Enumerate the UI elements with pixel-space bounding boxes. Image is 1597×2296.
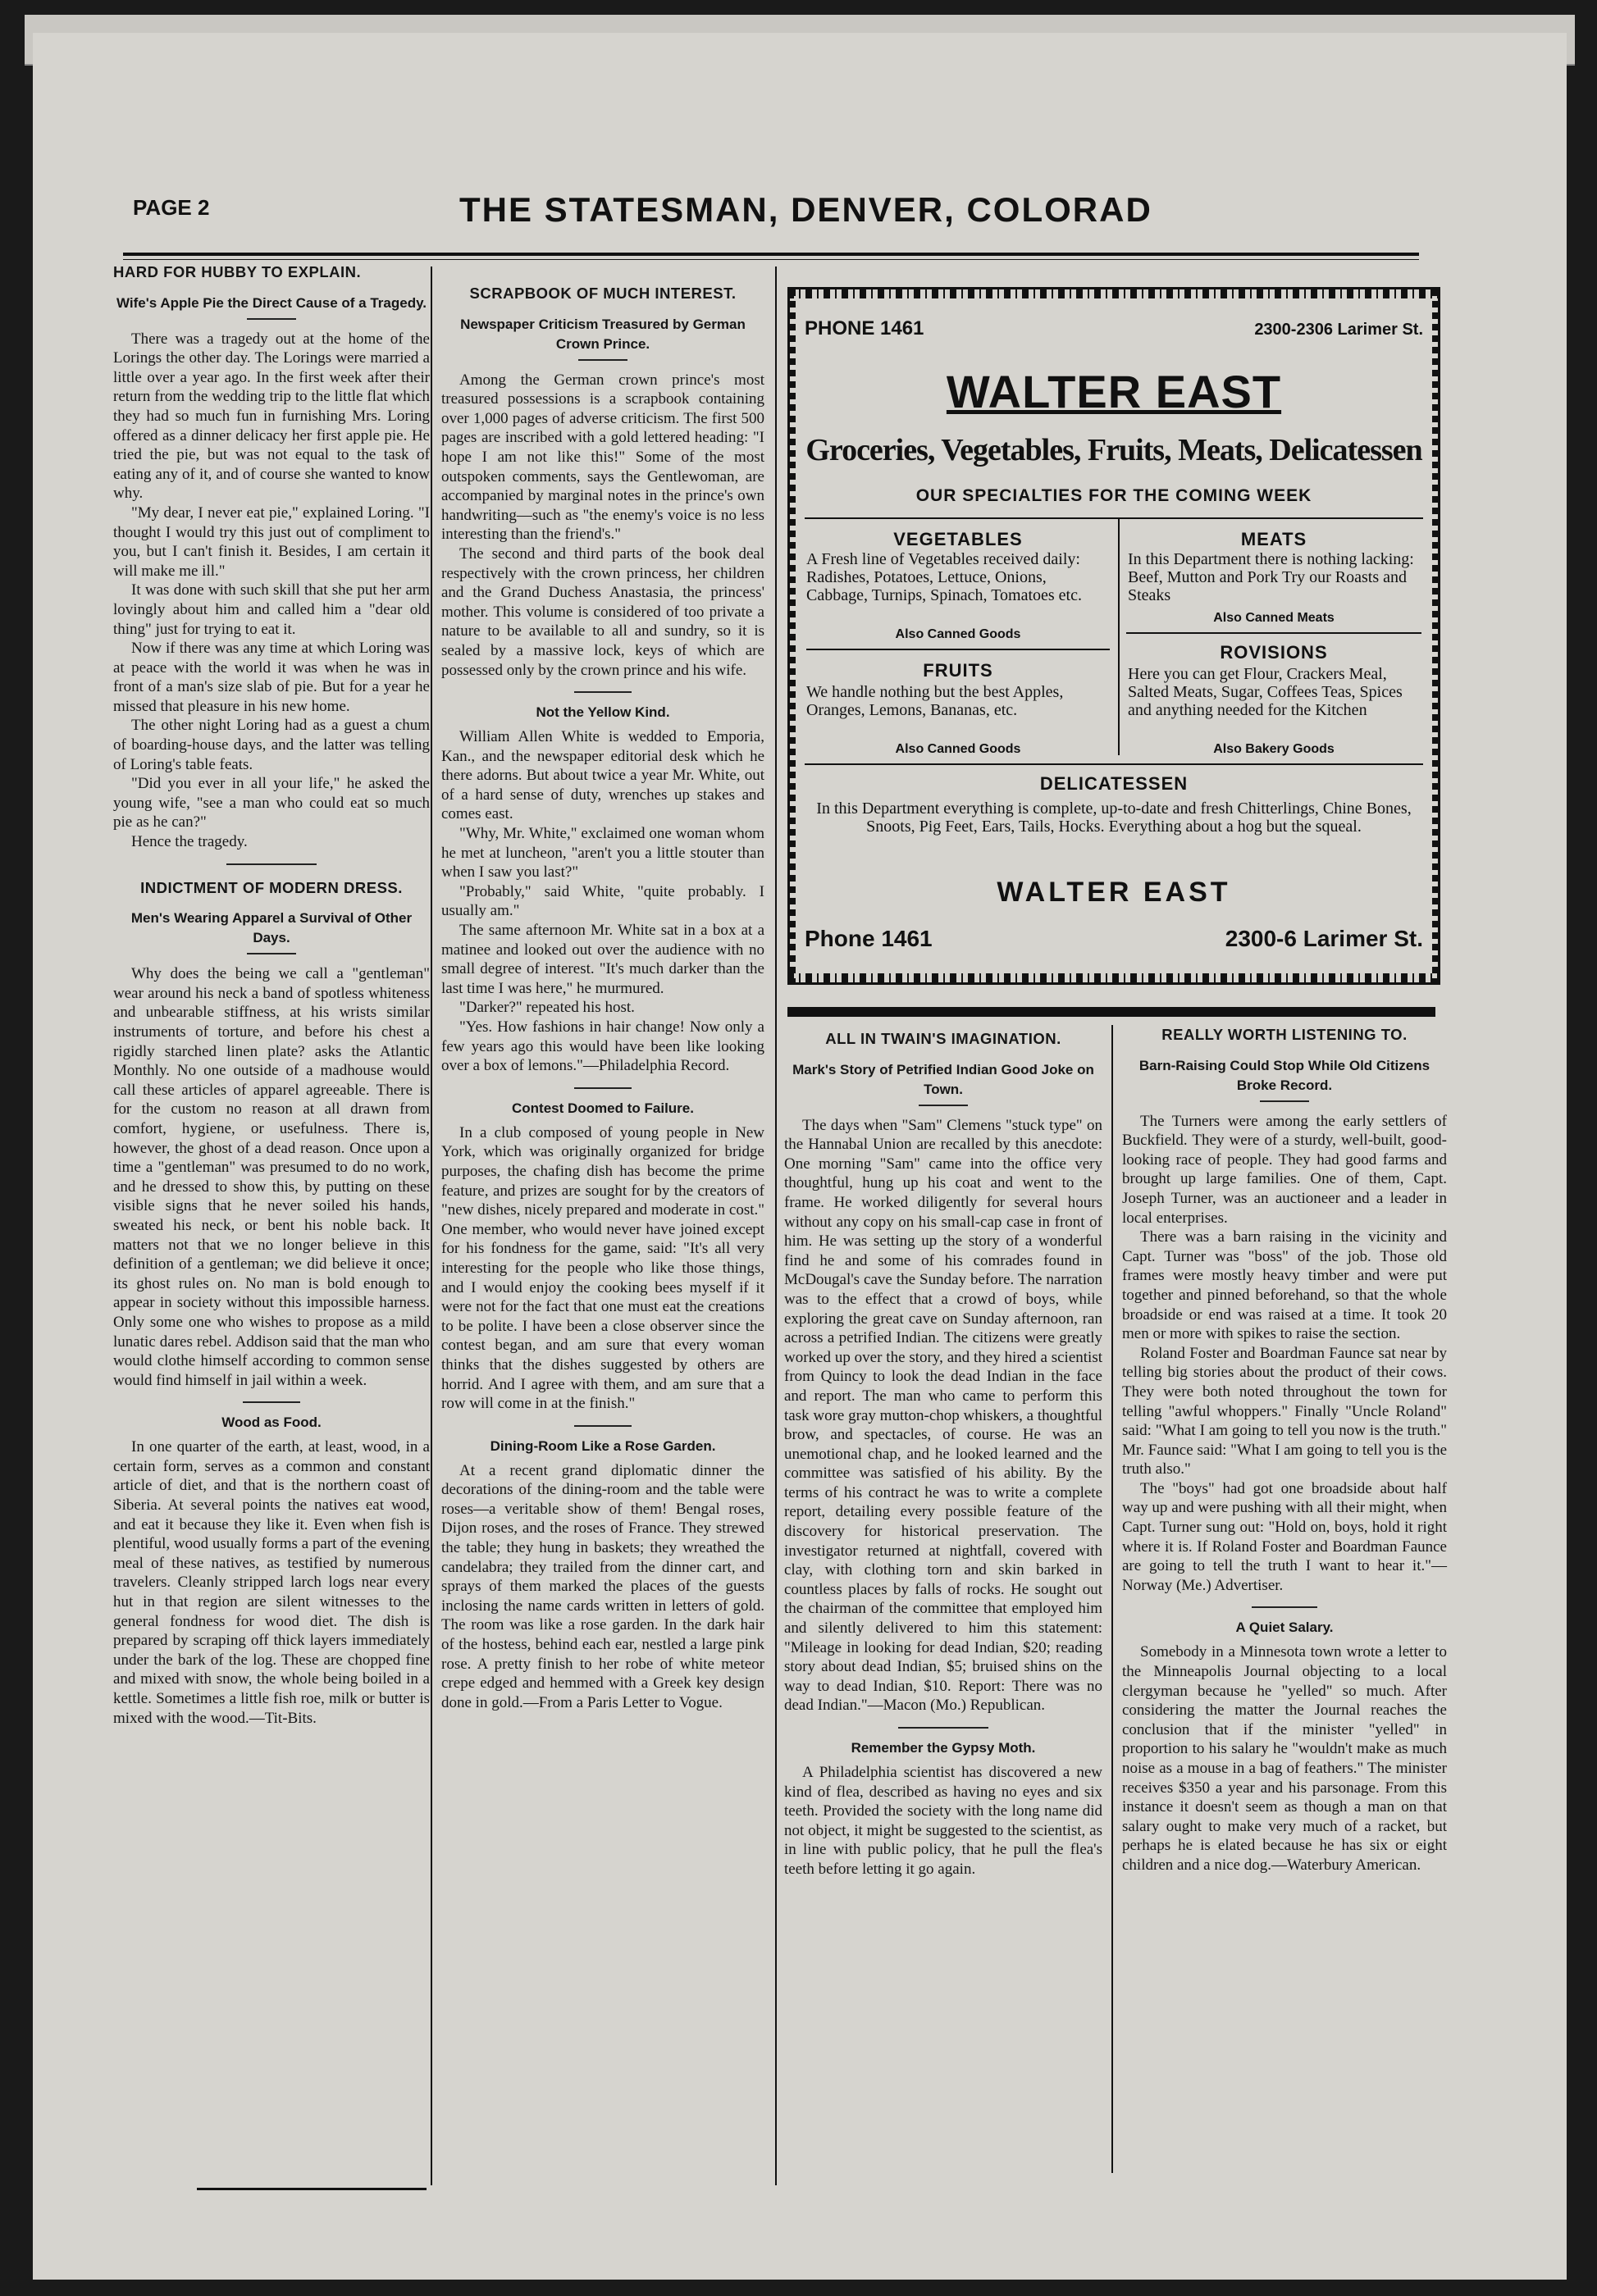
subheadline: Wood as Food.	[221, 1414, 322, 1431]
article-divider	[1252, 1606, 1317, 1608]
ad-divider	[806, 649, 1110, 650]
ad-phone-top: PHONE 1461	[805, 317, 924, 339]
column-4	[1122, 1025, 1447, 1875]
paragraph: The second and third parts of the book deal respectively with the crown princess, her children and the Grand Duchess Anastasia, the princess' mother. This volume is considered of too private a nature to be available to all and sundry, so it is sealed by a massive lock, keys of which are possessed only by the crown prince and his wife.	[441, 544, 764, 679]
ad-address-top: 2300-2306 Larimer St.	[1254, 321, 1423, 339]
provisions-title: ROVISIONS	[1220, 642, 1328, 663]
article-divider	[243, 1401, 300, 1403]
paragraph: "Darker?" repeated his host.	[459, 999, 635, 1017]
subheadline: Remember the Gypsy Moth.	[851, 1740, 1036, 1756]
fruits-note: Also Canned Goods	[895, 742, 1021, 756]
paragraph: A Philadelphia scientist has discovered a new kind of flea, described as having no eyes and six teeth. Provided the society with the long name did not object, it might be suggested to the scientist, as in line with public policy, that he pull the flea's teeth before letting it go again.	[784, 1764, 1102, 1878]
paragraph: There was a barn raising in the vicinity and Capt. Turner was "boss" of the job. Those old frames were mostly heavy timber and were put together and pinned beforehand, so that the whole broadside or end was raised at a time. It took 20 men or more with spikes to raise the section.	[1122, 1228, 1447, 1343]
ad-address-bottom: 2300-6 Larimer St.	[1225, 926, 1423, 951]
meats-title: MEATS	[1240, 529, 1307, 549]
provisions-text: Here you can get Flour, Crackers Meal, Salted Meats, Sugar, Coffees Teas, Spices and anything needed for the Kitchen	[1128, 665, 1403, 719]
ad-tagline: Groceries, Vegetables, Fruits, Meats, Delicatessen	[805, 433, 1422, 467]
walter-east-advertisement	[787, 287, 1440, 985]
subheadline: A Quiet Salary.	[1235, 1620, 1334, 1636]
paragraph: The "boys" had got one broadside about half way up and were pushing with all their might, when Capt. Turner sung out: "Hold on, boys, hold it right where it is. If Roland Foster and Boardman Faunce are going to tell the truth I want to hear it."—Norway (Me.) Advertiser.	[1122, 1479, 1447, 1594]
ornamental-border-top	[787, 287, 1440, 298]
subheadline: Not the Yellow Kind.	[536, 704, 670, 721]
ad-phone-bottom: Phone 1461	[805, 926, 933, 951]
paragraph: Hence the tragedy.	[131, 833, 248, 851]
paragraph: "Did you ever in all your life," he asked the young wife, "see a man who could eat so much pie as he can?"	[113, 775, 430, 831]
column-end-rule	[197, 2188, 427, 2190]
paragraph: The days when "Sam" Clemens "stuck type" on the Hannabal Union are recalled by this anecdote: One morning "Sam" came into the office very thoughtful, hung up his coat and went to the frame. He worked diligently for several hours without any copy on his small-cap case in front of him. He was setting up the story of a wonderful find he and some of his comrades found in McDougal's cave the Sunday before. The narration was to the effect that a crowd of boys, while exploring the great cave on Sunday afternoon, ran across a petrified Indian. The citizens were greatly worked up over the story, and they hired a scientist from Quincy to look the dead Indian in the face and report. The man who came to perform this task wore gray mutton-chop whiskers, a thoughtful brow, and spectacles, of course. He was an unemotional chap, and he looked learned and the committee was satisfied of his ability. By the terms of his contract he was to write a complete report, detailing every possible feature of the discovery for historical preservation. The investigator returned at nightfall, covered with clay, with clothing torn and skin barked in countless places by falls of rocks. He sought out the chairman of the committee that employed him and silently delivered to him this statement: "Mileage in looking for dead Indian, $20; reading story about dead Indian, $5; bruised shins on the way to dead Indian, $10. Report: There was no dead Indian."—Macon (Mo.) Republican.	[784, 1116, 1102, 1715]
vegetables-text: A Fresh line of Vegetables received daily: Radishes, Potatoes, Lettuce, Onions, Cabbage, Turnips, Spinach, Tomatoes etc.	[806, 550, 1082, 604]
paragraph: Among the German crown prince's most treasured possessions is a scrapbook containing over 1,000 pages of adverse criticism. The first 500 pages are inscribed with a gold lettered heading: "I hope I am not like this!" Some of the most outspoken comments, says the Gentlewoman, are accompanied by marginal notes in the prince's own handwriting—such as "the enemy's voice is no less interesting than the friend's."	[441, 371, 764, 544]
column-3	[784, 1029, 1102, 1879]
page-number: PAGE 2	[133, 195, 210, 220]
vegetables-note: Also Canned Goods	[895, 627, 1021, 641]
ad-business-name: WALTER EAST	[946, 366, 1282, 417]
column-rule-1	[431, 266, 432, 2185]
meats-note: Also Canned Meats	[1213, 611, 1335, 625]
headline: ALL IN TWAIN'S IMAGINATION.	[825, 1030, 1061, 1047]
headline: SCRAPBOOK OF MUCH INTEREST.	[469, 285, 737, 302]
paragraph: In one quarter of the earth, at least, wood, in a certain form, serves as a common and constant article of diet, and that is the northern coast of Siberia. At several points the natives eat wood, and eat it because they like it. Even when fish is plentiful, wood usually forms a part of the evening meal of these natives, as testified by numerous travelers. Cleanly stripped larch logs near every hut in that region are silent witnesses to the general fondness for wood diet. The dish is prepared by scraping off thick layers immediately under the bark of the log. These are chopped fine and mixed with snow, the whole being boiled in a kettle. Sometimes a little fish roe, milk or butter is mixed with the wood.—Tit-Bits.	[113, 1438, 430, 1727]
provisions-note: Also Bakery Goods	[1213, 742, 1335, 756]
paragraph: There was a tragedy out at the home of the Lorings the other day. The Lorings were married a little over a year ago. In the first week after their return from the wedding trip to the little flat which they had so much fun in furnishing Mrs. Loring offered as a dinner delicacy her first apple pie. He tried the pie, but was not equal to the task of eating any of it, and of course she wanted to know why.	[113, 330, 430, 503]
column-rule-3	[1111, 1025, 1113, 2173]
subheadline: Dining-Room Like a Rose Garden.	[490, 1437, 716, 1454]
delicatessen-text: In this Department everything is complete, up-to-date and fresh Chitterlings, Chine Bones, Snoots, Pig Feet, Ears, Tails, Hocks. Everything about a hog but the squeal.	[816, 800, 1412, 836]
fruits-title: FRUITS	[923, 660, 993, 681]
meats-text: In this Department there is nothing lacking: Beef, Mutton and Pork Try our Roasts and Steaks	[1128, 550, 1414, 604]
paragraph: The same afternoon Mr. White sat in a box at a matinee and looked out over the audience with no small degree of interest. "It's much darker than the last time I was here," he murmured.	[441, 922, 764, 997]
article-divider	[574, 1087, 632, 1089]
vegetables-title: VEGETABLES	[893, 529, 1023, 549]
subheadline: Mark's Story of Petrified Indian Good Joke on Town.	[792, 1061, 1094, 1097]
subheadline: Barn-Raising Could Stop While Old Citizens Broke Record.	[1138, 1057, 1430, 1093]
column-rule-2	[775, 266, 777, 2185]
column-2	[441, 284, 764, 1712]
subheadline: Wife's Apple Pie the Direct Cause of a Tragedy.	[116, 294, 427, 311]
paragraph: It was done with such skill that she put her arm lovingly about him and called him a "dear old thing" just for trying to eat it.	[113, 581, 430, 638]
ad-divider	[1126, 632, 1421, 634]
headline: REALLY WORTH LISTENING TO.	[1161, 1026, 1408, 1043]
paragraph: "Probably," said White, "quite probably. I usually am."	[441, 882, 764, 920]
paragraph: Now if there was any time at which Loring was at peace with the world it was when he was in front of a man's size slab of pie. But for a year he missed that pleasure in his new home.	[113, 640, 430, 715]
paragraph: Roland Foster and Boardman Faunce sat near by telling big stories about the product of their cows. They were both noted throughout the town for telling "awful whoppers." Finally "Uncle Roland" said: "What I am going to tell you now is the truth." Mr. Faunce said: "What I am going to tell you is the truth also."	[1122, 1344, 1447, 1478]
paragraph: The other night Loring had as a guest a chum of boarding-house days, and the latter was telling of Loring's table feats.	[113, 717, 430, 773]
article-divider	[574, 1425, 632, 1427]
delicatessen-title: DELICATESSEN	[1039, 773, 1189, 794]
ad-specialties: OUR SPECIALTIES FOR THE COMING WEEK	[915, 486, 1312, 505]
subheadline: Men's Wearing Apparel a Survival of Other Days.	[130, 910, 413, 946]
ad-vertical-divider	[1118, 517, 1120, 755]
paragraph: "My dear, I never eat pie," explained Loring. "I thought I would try this just out of compliment to you, but I can't finish it. Besides, I am certain it will make me ill."	[113, 503, 430, 580]
paragraph: The Turners were among the early settlers of Buckfield. They were of a sturdy, well-built, good-looking race of people. They had good farms and brought up large families. One of them, Capt. Joseph Turner, was an auctioneer and a leader in local enterprises.	[1122, 1112, 1447, 1227]
article-divider	[574, 691, 632, 693]
column-1	[113, 262, 430, 1728]
paragraph: Why does the being we call a "gentleman" wear around his neck a band of spotless whiteness and unbearable stiffness, at his wrists similar instruments of torture, and before his chest a rigidly starched linen plate? asks the Atlantic Monthly. No one outside of a madhouse would call these articles of apparel agreeable. There is for the custom no reason at all drawn from comfort, hygiene, or usefulness. There is, however, the ghost of a dead reason. Once upon a time a "gentleman" was presumed to do no work, and he dressed to show this, by putting on these visible signs that he never soiled his hands, sweated his neck, or bent his noble back. It matters not that we no longer believe in this definition of a gentleman; we did believe it once; its ghost rules on. No man is bold enough to appear in society without this impossible harness. Only some one who wishes to propose as a mild lunatic dares rebel. Addison said that the man who would clothe himself according to common sense would find himself in jail within a week.	[113, 965, 430, 1389]
paragraph: Somebody in a Minnesota town wrote a letter to the Minneapolis Journal objecting to a local clergyman because he "yelled" so much. After considering the matter the Journal reaches the conclusion that if the minister "yelled" in proportion to his salary he "wouldn't make as much noise as a mouse in a bag of feathers." The minister receives $350 a year and his parsonage. From this instance it doesn't seem as though a man on that salary ought to make very much of a racket, but perhaps he is elated because he has six or eight children and a nice dog.—Waterbury American.	[1122, 1643, 1447, 1874]
short-rule	[578, 359, 627, 361]
ornamental-border-bottom	[787, 973, 1440, 985]
short-rule	[247, 318, 296, 320]
ad-divider	[805, 517, 1423, 519]
subheadline: Newspaper Criticism Treasured by German Crown Prince.	[460, 316, 746, 352]
ad-bottom-rule	[787, 1007, 1435, 1017]
masthead-title: THE STATESMAN, DENVER, COLORAD	[459, 190, 1152, 229]
short-rule	[1260, 1100, 1309, 1102]
short-rule	[919, 1105, 968, 1106]
masthead-rule-thin	[123, 259, 1419, 260]
paragraph: In a club composed of young people in New York, which was originally organized for bridge purposes, the chafing dish has become the prime feature, and prizes are sought for by the creators of "new dishes, nicely prepared and moderate in cost." One member, who would never have joined except for his fondness for the game, said: "It's all very interesting for the people who like those things, and I would enjoy the cooking bees myself if it were not for the fact that one must eat the creations to be polite. I have been a close observer since the contest began, and am sure that every woman thinks that the dishes suggested by others are horrid. And I agree with them, and am sure that a row will come in at the finish."	[441, 1123, 764, 1413]
fruits-text: We handle nothing but the best Apples, Oranges, Lemons, Bananas, etc.	[806, 683, 1064, 719]
ad-divider	[805, 763, 1423, 765]
ad-business-name-bottom: WALTER EAST	[997, 877, 1231, 908]
paragraph: At a recent grand diplomatic dinner the decorations of the dining-room and the table were roses—a veritable show of them! Bengal roses, Dijon roses, and the roses of France. They strewed the table; they hung in baskets; they wreathed the candelabra; they trailed from the dinner cart, and sprays of them marked the places of the guests inclosing the name cards written in letters of gold. The room was like a rose garden. In the dark hair of the hostess, behind each ear, nestled a large pink rose. A pretty finish to her robe of white meteor crepe edged and hemmed with a Greek key design done in gold.—From a Paris Letter to Vogue.	[441, 1461, 764, 1711]
paragraph: "Why, Mr. White," exclaimed one woman whom he met at luncheon, "aren't you a little stouter than when I saw you last?"	[441, 825, 764, 882]
headline: HARD FOR HUBBY TO EXPLAIN.	[113, 263, 362, 280]
paragraph: William Allen White is wedded to Emporia, Kan., and the newspaper editorial desk which he there adorns. But about twice a year Mr. White, out of a hard sense of duty, wrenches up stakes and comes east.	[441, 728, 764, 823]
article-divider	[898, 1727, 988, 1729]
paragraph: "Yes. How fashions in hair change! Now only a few years ago this would have been like looking over a box of lemons."—Philadelphia Record.	[441, 1018, 764, 1075]
short-rule	[247, 953, 296, 954]
masthead-rule	[123, 253, 1419, 256]
headline: INDICTMENT OF MODERN DRESS.	[140, 878, 403, 896]
article-divider	[226, 863, 317, 865]
subheadline: Contest Doomed to Failure.	[512, 1100, 694, 1116]
